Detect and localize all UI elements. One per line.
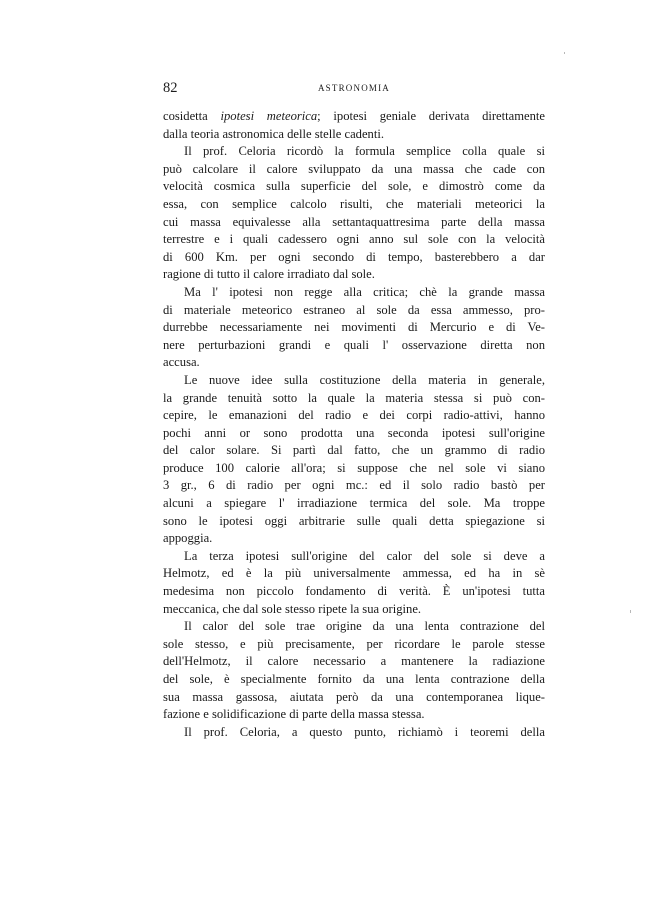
text-line: del sole, è specialmente fornito da una lenta contrazione della [163,672,545,686]
paper-speck [564,52,565,54]
page-number: 82 [163,80,178,96]
text-fragment: ; ipotesi geniale derivata direttamente [317,109,546,123]
text-line: medesima non piccolo fondamento di verità. È un'ipotesi tutta [163,584,545,599]
text-line: velocità cosmica sulla superficie del sole, e dimostrò come da [163,179,545,194]
text-line: sole stesso, e più precisamente, per ricordare le parole stesse [163,636,545,651]
text-line: Le nuove idee sulla costituzione della materia in generale, [184,372,545,387]
text-line: La terza ipotesi sull'origine del calor del sole si deve a [184,548,545,563]
text-fragment: cosidetta [163,109,221,123]
text-line: nere perturbazioni grandi e quali l' osservazione diretta non [163,337,545,352]
text-line: fazione e solidificazione di parte della massa stessa. [163,707,425,722]
text-line: accusa. [163,355,200,370]
text-line: può calcolare il calore sviluppato da una massa che cade con [163,161,545,176]
text-line: pochi anni or sono prodotta una seconda ipotesi sull'origine [163,425,545,440]
text-line: ragione di tutto il calore irradiato dal sole. [163,267,375,282]
text-line: cui massa equivalesse alla settantaquattresima parte della massa [163,214,545,229]
text-line: 3 gr., 6 di radio per ogni mc.: ed il solo radio bastò per [163,478,545,493]
text-line: cepire, le emanazioni del radio e dei corpi radio-attivi, hanno [163,408,545,423]
body-text [163,108,545,741]
text-line: dalla teoria astronomica delle stelle cadenti. [163,126,384,141]
text-line: Il prof. Celoria, a questo punto, richiamò i teoremi della [184,724,545,739]
text-line: Il calor del sole trae origine da una lenta contrazione del [184,619,545,634]
text-line: produce 100 calorie all'ora; si suppose che nel sole vi siano [163,460,545,475]
text-line: del calor solare. Si partì dal fatto, che un grammo di radio [163,443,545,458]
text-line: meccanica, che dal sole stesso ripete la sua origine. [163,601,422,616]
paper-speck [630,610,631,613]
text-line: dell'Helmotz, il calore necessario a mantenere la radiazione [163,654,545,669]
text-line: di materiale meteorico estraneo al sole da essa ammesso, pro- [163,302,545,317]
text-line: Helmotz, ed è la più universalmente ammessa, ed ha in sè [163,566,545,581]
text-line: Il prof. Celoria ricordò la formula semplice colla quale si [184,144,545,159]
italic-term: ipotesi meteorica [220,109,318,123]
text-line: essa, con semplice calcolo risulti, che materiali meteorici la [163,196,545,211]
text-line: durrebbe necessariamente nei movimenti di Mercurio e di Ve- [163,320,545,335]
text-line [163,108,545,126]
text-line: terrestre e i quali cadessero ogni anno sul sole con la velocità [163,232,545,247]
text-line: alcuni a spiegare l' irradiazione termica del sole. Ma troppe [163,496,545,511]
text-line: appoggia. [163,531,213,546]
text-line: Ma l' ipotesi non regge alla critica; chè la grande massa [184,284,545,299]
running-head: ASTRONOMIA [317,83,390,93]
page-header [163,80,545,100]
text-line: di 600 Km. per ogni secondo di tempo, basterebbero a dar [163,249,545,264]
text-line: sono le ipotesi oggi arbitrarie sulle quali detta spiegazione si [163,513,545,528]
text-line: sua massa gassosa, aiutata però da una contemporanea lique- [163,689,545,704]
text-line: la grande tenuità sotto la quale la materia stessa si può con- [163,390,545,405]
